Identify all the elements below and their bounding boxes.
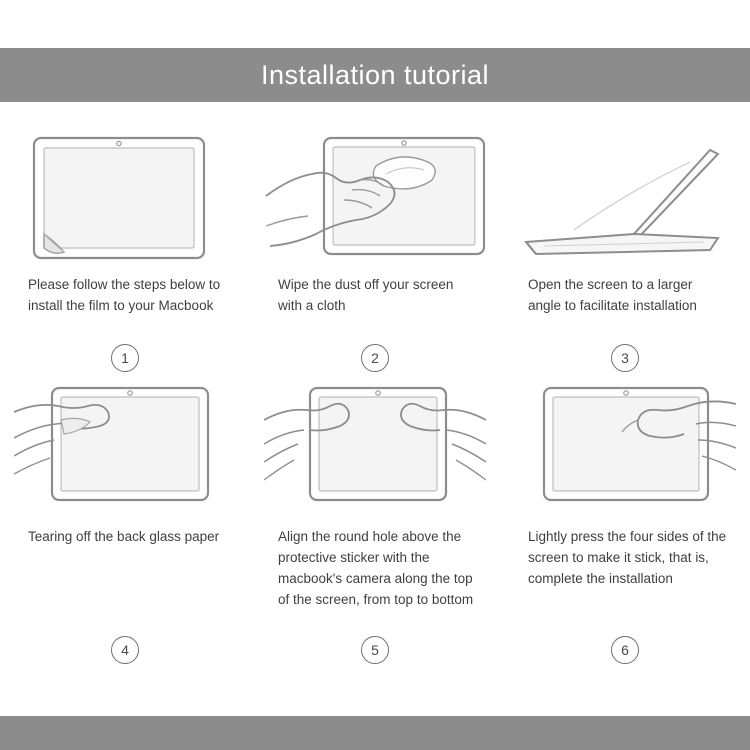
step-number: 4 (111, 636, 139, 664)
step-card-6 (500, 372, 750, 664)
step-caption: Open the screen to a larger angle to facilitate installation (528, 277, 697, 313)
step-caption: Lightly press the four sides of the screen to make it stick, that is, complete the installation (528, 529, 727, 586)
step-number: 2 (361, 344, 389, 372)
two-hands-aligning-film-icon (264, 386, 486, 514)
step-card-2 (250, 120, 500, 372)
step-card-1 (0, 120, 250, 372)
hand-tearing-back-paper-icon (14, 386, 236, 514)
step-card-3 (500, 120, 750, 372)
step-number: 5 (361, 636, 389, 664)
step-caption: Align the round hole above the protective sticker with the macbook's camera along the top of the screen, from top to bottom (278, 529, 474, 607)
steps-grid (0, 120, 750, 664)
macbook-screen-with-peeling-film-icon (14, 134, 236, 262)
step-caption: Wipe the dust off your screen with a cloth (278, 277, 454, 313)
step-caption: Please follow the steps below to install the film to your Macbook (28, 277, 221, 313)
footer-band (0, 716, 750, 750)
step-card-5 (250, 372, 500, 664)
step-number: 3 (611, 344, 639, 372)
step-number: 6 (611, 636, 639, 664)
laptop-open-angle-icon (514, 134, 736, 262)
step-card-4 (0, 372, 250, 664)
hand-wiping-screen-with-cloth-icon (264, 134, 486, 262)
step-caption: Tearing off the back glass paper (28, 529, 220, 544)
hand-pressing-screen-edges-icon (514, 386, 736, 514)
step-number: 1 (111, 344, 139, 372)
page-title: Installation tutorial (260, 59, 490, 90)
header-band (0, 48, 750, 102)
